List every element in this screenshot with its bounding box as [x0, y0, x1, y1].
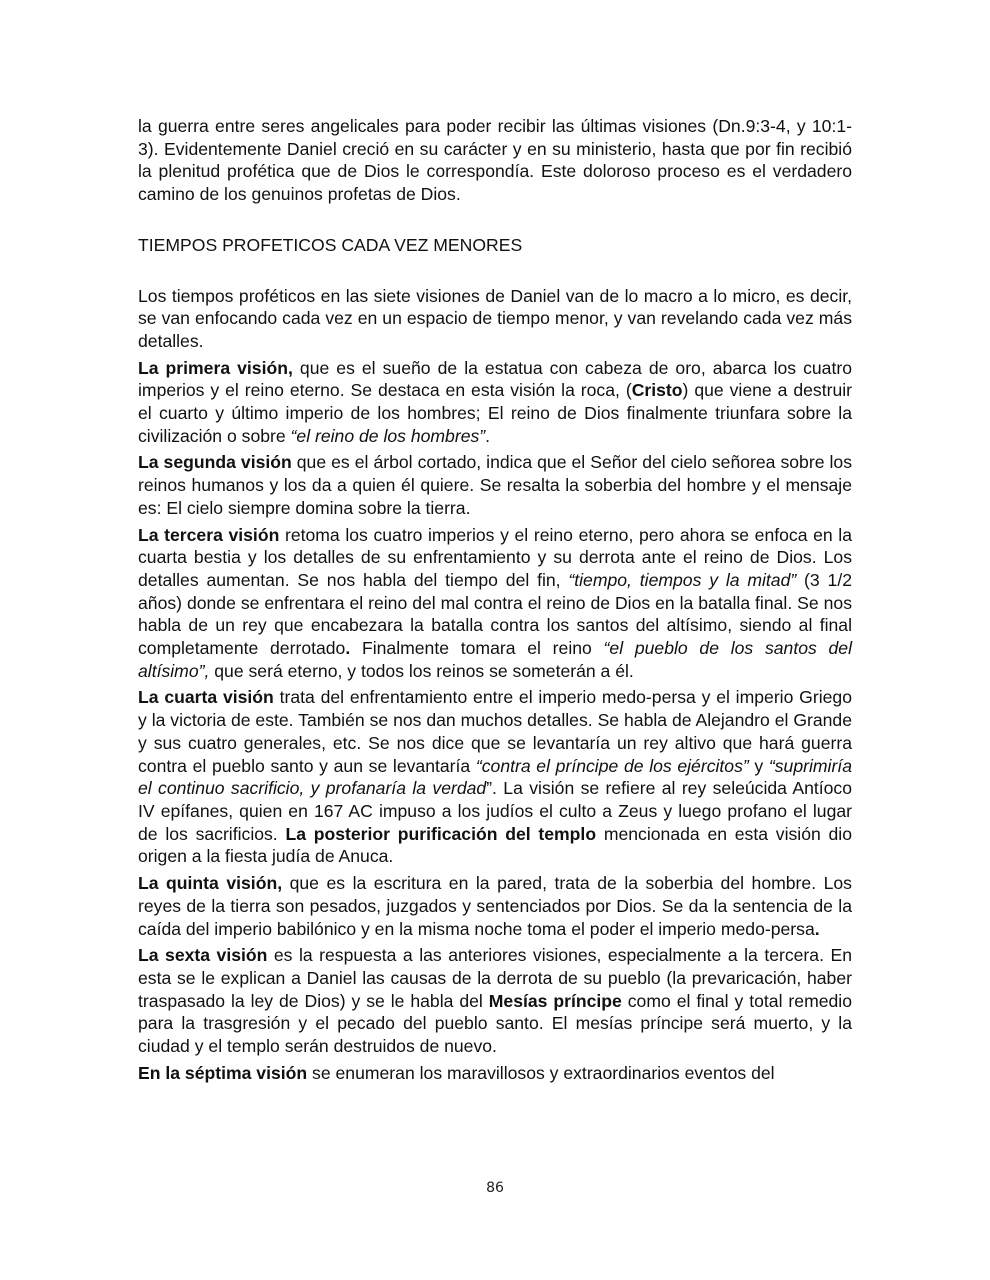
vision-2-text: que es el árbol cortado, indica que el Señor del cielo señorea sobre los reinos humanos y los da a quien él quiere. Se resalta la soberbia del hombre y el mensaje es: El cielo siempre domina sobre la tierra. — [138, 452, 852, 518]
vision-4-quote: “contra el príncipe de los ejércitos” — [475, 755, 749, 776]
vision-3-quote: “tiempo, tiempos y la mitad” — [568, 569, 797, 590]
vision-4-text: mencionada en esta visión dio origen a la fiesta judía de Anuca. — [138, 823, 852, 867]
vision-6-text: como el final y total remedio para la trasgresión y el pecado del pueblo santo. El mesías príncipe será muerto, y la ciudad y el templo serán destruidos de nuevo. — [138, 990, 852, 1057]
vision-1-text: que es el sueño de la estatua con cabeza de oro, abarca los cuatro imperios y el reino eterno. Se destaca en esta visión la roca, ( — [138, 357, 853, 401]
vision-5-lead: La quinta visión, — [138, 873, 283, 894]
intro-paragraph — [138, 115, 852, 206]
vision-6-text: es la respuesta a las anteriores visiones, especialmente a la tercera. En esta se le explican a Daniel las causas de la derrota de su pueblo (la prevaricación, haber traspasado la ley de Dios) y se le habla del — [138, 945, 852, 1011]
vision-4-lead: La cuarta visión — [138, 687, 274, 708]
vision-6-paragraph — [138, 944, 852, 1058]
vision-5-text: que es la escritura en la pared, trata de la soberbia del hombre. Los reyes de la tierra son pesados, juzgados y sentenciados por Dios. Se da la sentencia de la caída del imperio babilónico y en la misma noche toma el poder el imperio medo-persa — [138, 873, 852, 939]
vision-2-paragraph — [138, 451, 852, 519]
vision-3-bold: . — [345, 638, 351, 659]
vision-4-bold: La posterior purificación del templo — [285, 823, 597, 844]
section-heading: TIEMPOS PROFETICOS CADA VEZ MENORES — [138, 234, 523, 255]
vision-2-lead: La segunda visión — [138, 452, 292, 473]
overview-paragraph: Los tiempos proféticos en las siete visiones de Daniel van de lo macro a lo micro, es decir, se van enfocando cada vez en un espacio de tiempo menor, y van revelando cada vez más detalles. — [138, 285, 852, 351]
document-page — [138, 115, 852, 1088]
vision-3-text: Finalmente tomara el reino — [350, 638, 604, 659]
vision-5-bold: . — [814, 918, 820, 939]
vision-6-bold: Mesías príncipe — [488, 990, 622, 1011]
vision-1-quote: “el reino de los hombres” — [290, 425, 486, 446]
vision-6-lead: La sexta visión — [138, 945, 268, 966]
intro-text: la guerra entre seres angelicales para poder recibir las últimas visiones (Dn.9:3-4, y 10:1-3). Evidentemente Daniel creció en su carácter y en su ministerio, hasta que por fin recibió la plenitud profética que de Dios le correspondía. Este doloroso proceso es el verdadero camino de los genuinos profetas de Dios. — [138, 116, 852, 205]
vision-1-paragraph — [138, 357, 852, 448]
vision-3-paragraph — [138, 524, 852, 683]
vision-4-text: y — [748, 755, 769, 776]
vision-3-text: que será eterno, y todos los reinos se someterán a él. — [209, 660, 634, 681]
vision-4-text: ”. La visión se refiere al rey seleúcida Antíoco IV epífanes, quien en 167 AC impuso a los judíos el culto a Zeus y luego profano el lugar de los sacrificios. — [138, 778, 853, 844]
vision-1-bold: Cristo — [631, 380, 683, 401]
vision-7-text: se enumeran los maravillosos y extraordinarios eventos del — [307, 1062, 775, 1083]
vision-4-quote: “suprimiría el continuo sacrificio, y profanaría la verdad — [138, 755, 852, 799]
vision-1-text: . — [485, 425, 491, 446]
vision-1-lead: La primera visión, — [138, 357, 293, 378]
vision-7-lead: En la séptima visión — [138, 1062, 308, 1083]
vision-3-quote: “el pueblo de los santos del altísimo”, — [138, 638, 853, 681]
vision-3-text: (3 1/2 años) donde se enfrentara el reino del mal contra el reino de Dios en la batalla final. Se nos habla de un rey que encabezara la batalla contra los santos del altísimo, siendo al final completamente derrotado — [138, 569, 852, 659]
vision-3-text: retoma los cuatro imperios y el reino eterno, pero ahora se enfoca en la cuarta bestia y los detalles de su enfrentamiento y su derrota ante el reino de Dios. Los detalles aumentan. Se nos habla del tiempo del fin, — [138, 524, 852, 590]
vision-7-paragraph — [138, 1062, 852, 1085]
vision-3-lead: La tercera visión — [138, 524, 280, 545]
vision-4-text: trata del enfrentamiento entre el imperio medo-persa y el imperio Griego y la victoria de este. También se nos dan muchos detalles. Se habla de Alejandro el Grande y sus cuatro generales, etc. Se nos dice que se levantaría un rey altivo que hará guerra contra el pueblo santo y aun se levantaría — [138, 687, 852, 776]
vision-4-paragraph — [138, 686, 852, 868]
vision-5-paragraph — [138, 872, 852, 940]
vision-1-text: ) que viene a destruir el cuarto y último imperio de los hombres; El reino de Dios finalmente triunfara sobre la civilización o sobre — [138, 380, 853, 446]
page-number: 86 — [486, 1180, 504, 1196]
